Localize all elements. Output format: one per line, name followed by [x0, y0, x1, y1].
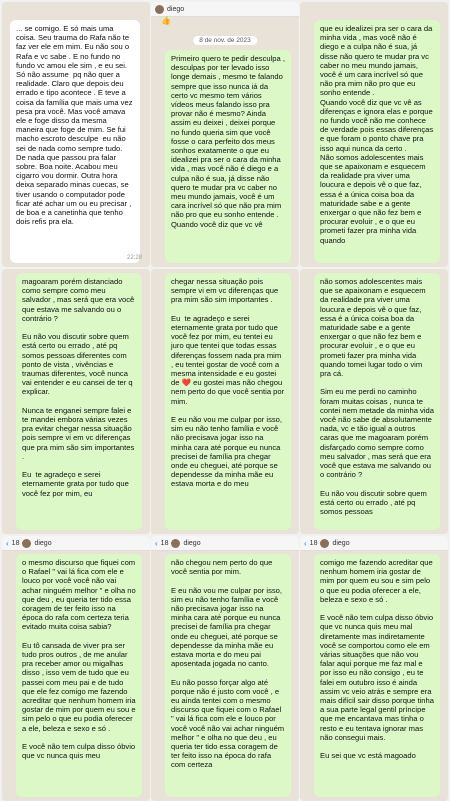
chat-header — [2, 536, 150, 551]
avatar — [155, 5, 164, 14]
chat-header — [151, 2, 299, 17]
contact-name: diego — [167, 5, 185, 13]
chat-screenshot-5 — [151, 269, 299, 534]
avatar — [320, 539, 329, 548]
reaction-emoji: 👍 — [161, 16, 171, 25]
message-bubble: que eu idealizei pra ser o cara da minha vida , mas você não é diego e a culpa não é sua, já disse não quero te mudar pra vc caber no meu mundo jamais, você é um cara incrível só que não pra mim não pro que eu sonho entende . Quando você diz que vc vê as diferenças e ignora elas e porque no fundo você não me conhece de verdade pois essas diferenças e que foram o ponto chave pra isso aqui nunca da certo . Não somos adolescentes mais que se apaixonam e esquecem da realidade pra viver uma loucura e depois vê o que faz, essa é a única coisa boa da maturidade sabe e a gente enxergar o que não fez bem e procurar evoluir , e o que eu prometi fazer pra minha vida quando — [314, 20, 440, 263]
chat-screenshot-6 — [300, 269, 448, 534]
message-bubble: comigo me fazendo acreditar que nenhum homem iria gostar de mim por quem eu sou e sim pelo o que eu podia oferecer a ele, beleza e sexo e só . E você não tem culpa disso óbvio que vc nunca quis meu mal diretamente mas indiretamente você se comportou como ele em várias situações que não vou falar aqui porque me faz mal e por isso eu não consigo , eu te falei em outubro isso é ainda assim vc veio atrás e sempre era mais difícil sair disso porque tinha a sua parte legal gentil príncipe que me encantava mas tinha o resto e eu tentava ignorar mas não consegui mais. Eu sei que vc está magoado — [314, 554, 440, 797]
unread-count: 18 — [309, 539, 318, 547]
back-button[interactable]: ‹ — [6, 538, 9, 548]
message-bubble: o mesmo discurso que fiquei com o Rafael " vai lá fica com ele e louco por você você não vai achar ninguém melhor " e olha no que deu , eu queria ter tido essa coragem de ter feito isso na época do rafa com certeza teria evitado muita coisa sabia? Eu tô cansada de viver pra ser tudo pros outros , de me anular pra receber amor ou migalhas disso , isso vem de tudo que eu passei com meu pai e de tudo que ele fez comigo me fazendo acreditar que nenhum homem iria gostar de mim por quem eu sou e sim pelo o que eu podia oferecer a ele, beleza e sexo e só . E você não tem culpa disso óbvio que vc nunca quis meu — [16, 554, 142, 797]
unread-count: 18 — [11, 539, 20, 547]
unread-count: 18 — [160, 539, 169, 547]
chat-header — [151, 536, 299, 551]
chat-screenshot-7 — [2, 536, 150, 801]
chat-screenshot-3 — [300, 2, 448, 267]
contact-name: diego — [183, 539, 201, 547]
date-separator: 8 de nov. de 2023 — [193, 36, 257, 45]
message-time: 22:28 — [126, 255, 142, 261]
contact-name: diego — [332, 539, 350, 547]
chat-header — [300, 536, 448, 551]
message-bubble: não chegou nem perto do que você sentia por mim. E eu não vou me culpar por isso, sim eu não tenho família e você não precisava jogar isso na minha cara até porque eu nunca precisei de família pra chegar onde eu cheguei, até porque se dependesse da minha mãe eu estava morta e do meu pai aposentada jogada no canto. Eu não posso forçar algo até porque não é justo com você , e eu ainda tentei com o mesmo discurso que fiquei com o Rafael " vai lá fica com ele e louco por você você não vai achar ninguém melhor " e olha no que deu , eu queria ter tido essa coragem de ter feito isso na época do rafa com certeza — [165, 554, 291, 797]
chat-screenshot-1 — [2, 2, 150, 267]
message-bubble: não somos adolescentes mais que se apaixonam e esquecem da realidade pra viver uma loucura e depois vê o que faz, essa é a única coisa boa da maturidade sabe e a gente enxergar o que não fez bem e procurar evoluir , e o que eu prometi fazer pra minha vida quando tomei lugar todo o vim pra cá. Sim eu me perdi no caminho foram muitas coisas , nunca te contei nem metade da minha vida você não sabe de absolutamente nada, vc e tão igual a outros caras que me magoaram porém disfarçado como sempre como meu salvador , mas será que era você que estava me salvando ou o contrário ? Eu não vou discutir sobre quem está certo ou errado , até pq somos pessoas — [314, 273, 440, 530]
chat-screenshot-9 — [300, 536, 448, 801]
message-bubble: Primeiro quero te pedir desculpa , desculpas por ter levado isso longe demais , mesmo te falando sempre que isso nunca iá da certo vc mesmo tem vários vídeos meus falando isso pra provar não é mesmo? Ainda assim eu deixei , deixei porque no fundo queria sim que você fosse o cara perfeito dos meus sonhos exatamente o que eu idealizei pra ser o cara da minha vida , mas você não é diego e a culpa não é sua, já disse não quero te mudar pra vc caber no meu mundo jamais, você é um cara incrível só que não pra mim não pro que eu sonho entende . Quando você diz que vc vê — [165, 50, 291, 263]
message-bubble: magoaram porém distanciado como sempre como meu salvador , mas será que era você que estava me salvando ou o contrário ? Eu não vou discutir sobre quem está certo ou errado , até pq somos pessoas diferentes com ponto de vista , vivências e traumas diferentes, você nunca vai entender e eu cansei de ter q explicar. Nunca te enganei sempre falei e te mandei embora várias vezes pra evitar chegar nessa situação pois sempre vi em vc diferenças que pra mim são sim importantes . Eu te agradeço e serei eternamente grata por tudo que você fez por mim, eu — [16, 273, 142, 530]
chat-screenshot-8 — [151, 536, 299, 801]
avatar — [22, 539, 31, 548]
chat-screenshot-4 — [2, 269, 150, 534]
message-bubble: ... se comigo. E só mais uma coisa. Seu trauma do Rafa não te faz ver ele em mim. Eu não sou o Rafa e vc sabe . E no fundo no fundo vc amou ele sim , e eu sei. Só não assume pq não quer a realidade. Claro que depois deu errado e tipo acontece . E teve a coisa da família que mais uma vez pesa pra você. Mas você amava ele e foge disso da mesma maneira que foge de mim. Se fui macho escroto desculpe eu não sei de nada como sempre tudo. De nada que passou pra falar sobre. Boa noite. Acabou meu cigarro vou dormir. Outra hora deixa separado minas cuecas, se tiver usando o computador pode ficar até achar um ou eu precisar , de boa e a canetinha que tenho dois refis pra ela. — [10, 20, 140, 263]
message-bubble: chegar nessa situação pois sempre vi em vc diferenças que pra mim são sim importantes . Eu te agradeço e serei eternamente grata por tudo que você fez por mim, eu tentei eu juro que tentei que todas essas diferenças fossem nada pra mim , eu tentei gostar de você com a mesma intensidade e eu gostei de ❤️ eu gostei mas não chegou nem perto do que você sentia por mim. E eu não vou me culpar por isso, sim eu não tenho família e você não precisava jogar isso na minha cara até porque eu nunca precisei de família pra chegar onde eu cheguei, até porque se dependesse da minha mãe eu estava morta e do meu — [165, 273, 291, 530]
back-button[interactable]: ‹ — [304, 538, 307, 548]
avatar — [171, 539, 180, 548]
back-button[interactable]: ‹ — [155, 538, 158, 548]
contact-name: diego — [34, 539, 52, 547]
chat-screenshot-2 — [151, 2, 299, 267]
